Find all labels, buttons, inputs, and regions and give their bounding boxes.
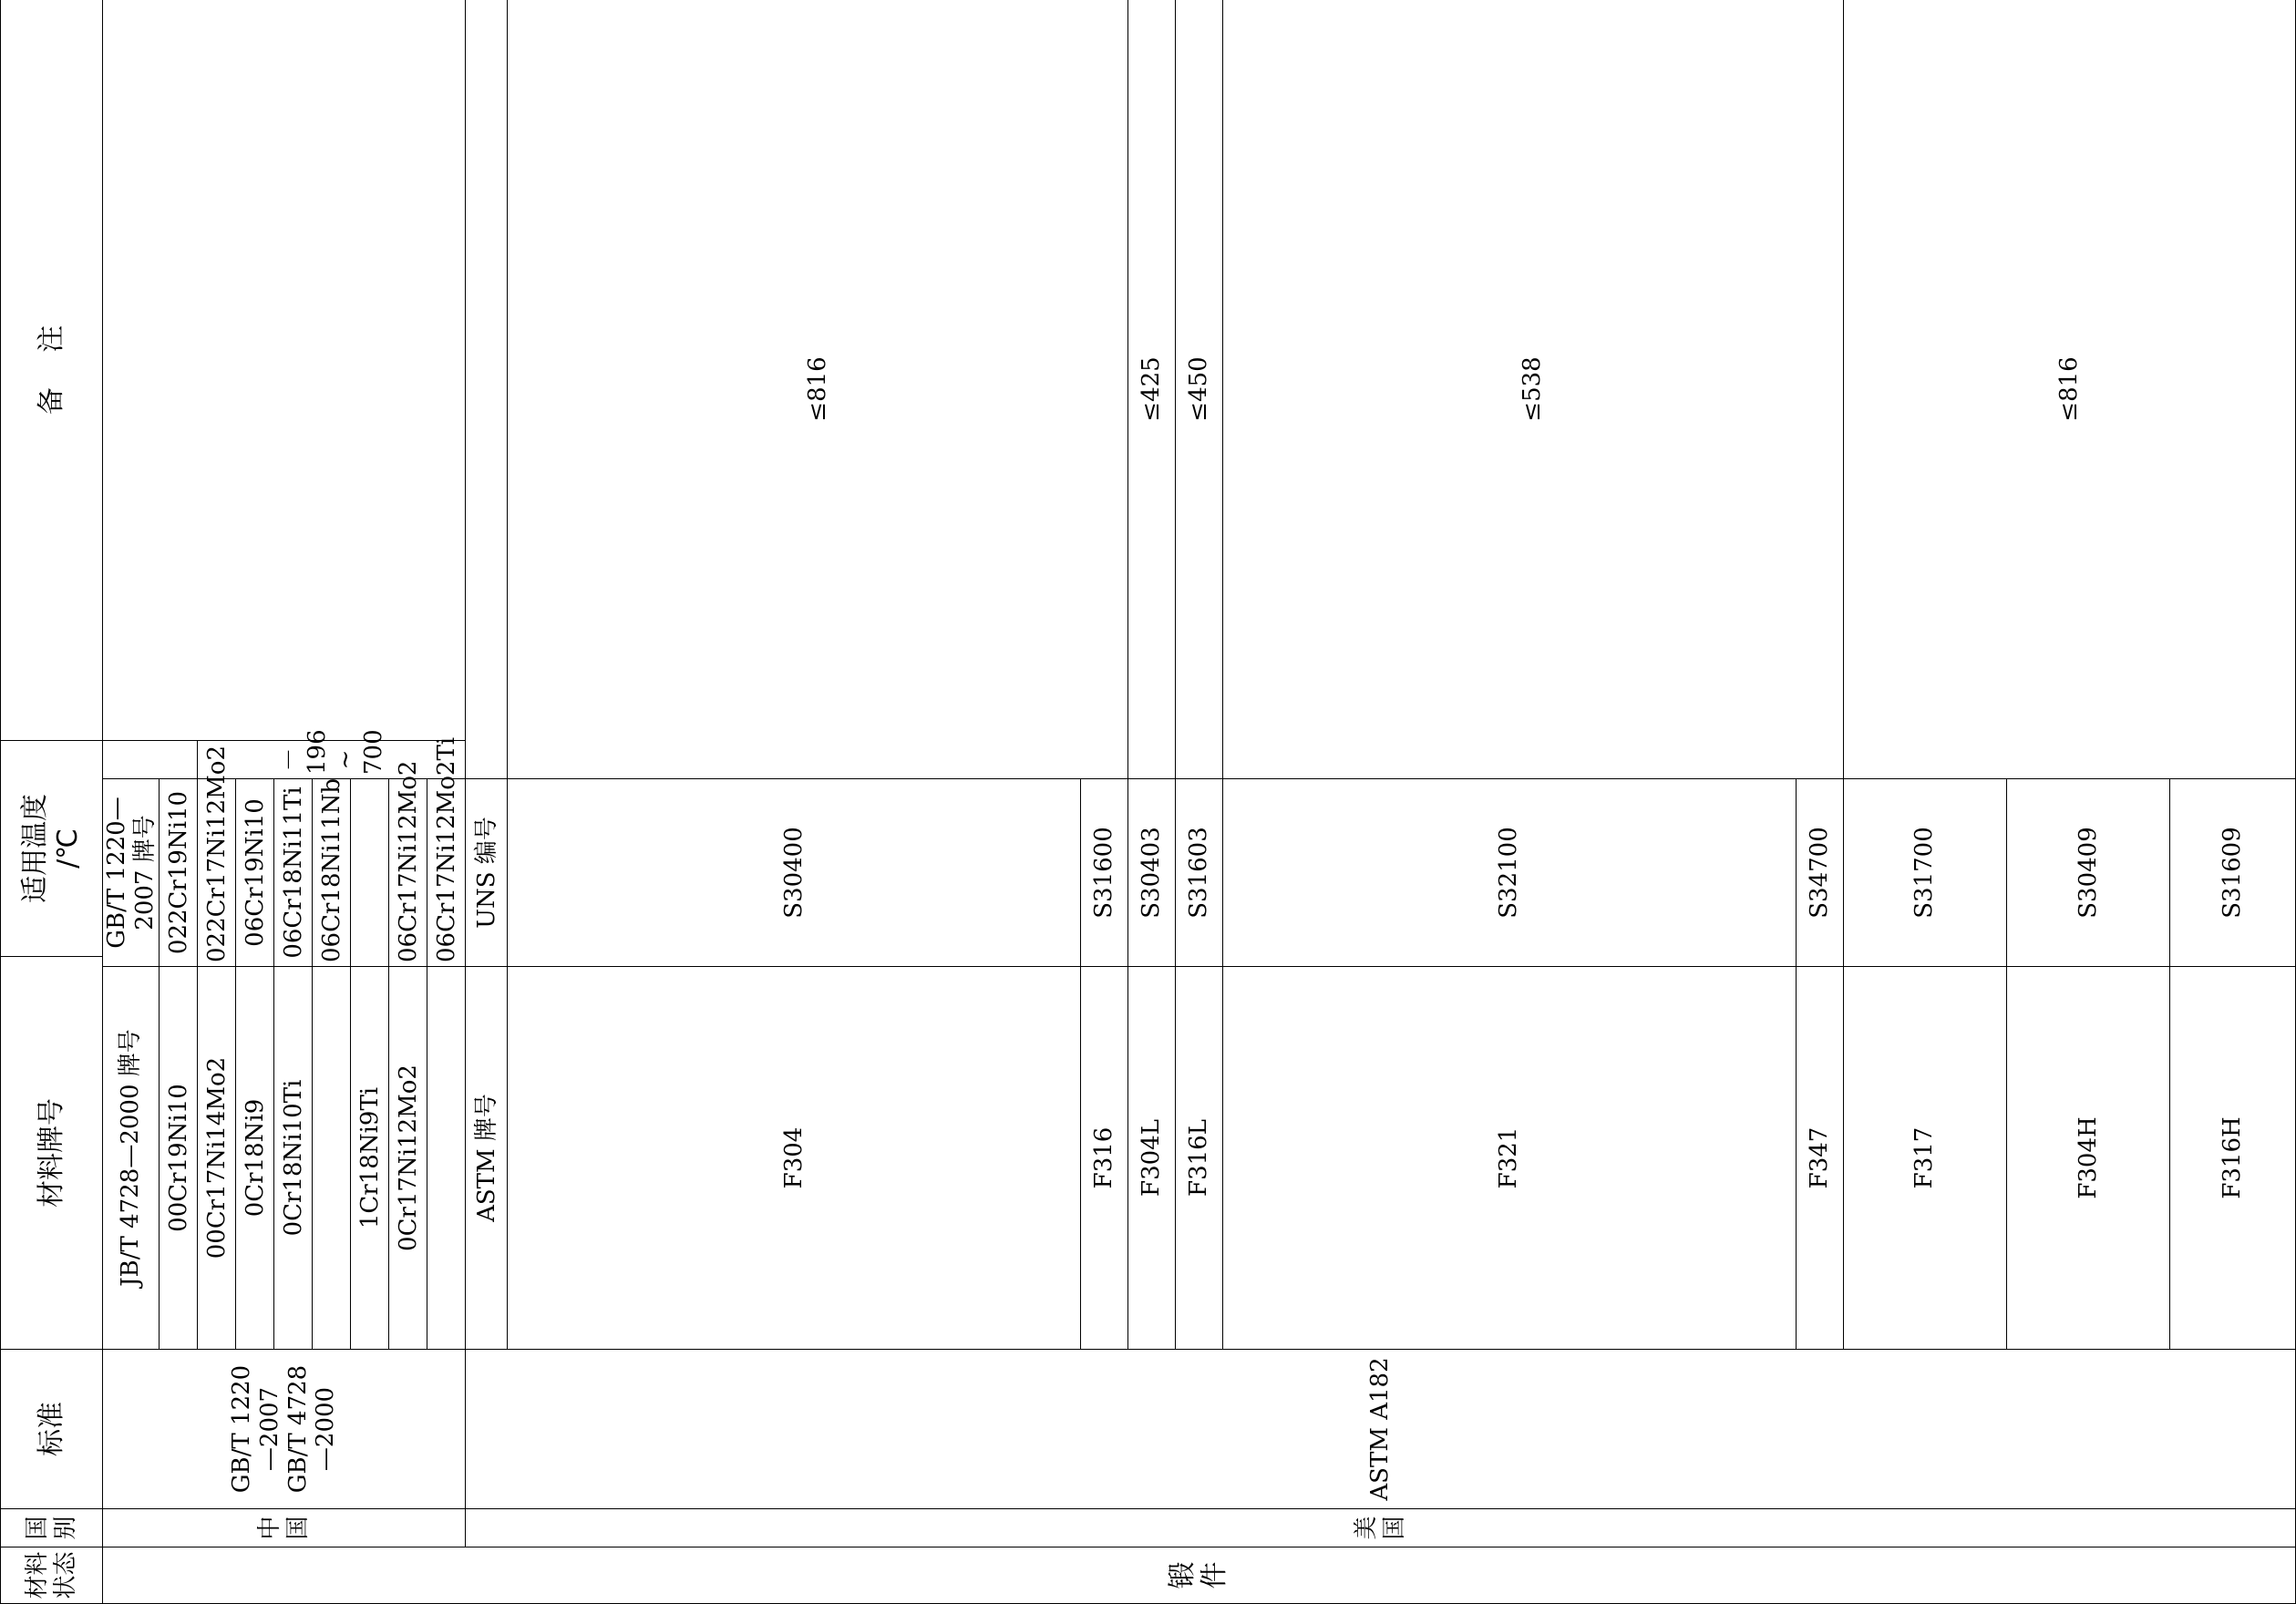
usa-grade-b-1: S31600: [1080, 779, 1127, 967]
usa-grade-a-5: F347: [1796, 967, 1843, 1350]
china-grade-b-1: 022Cr17Ni12Mo2: [198, 779, 236, 967]
usa-temp-538: ≤538: [1222, 0, 1843, 779]
usa-grade-a-2: F304L: [1127, 967, 1175, 1350]
usa-grade-b-2: S30403: [1127, 779, 1175, 967]
china-grade-a-0: 00Cr19Ni10: [160, 967, 198, 1350]
usa-grade-a-3: F316L: [1175, 967, 1222, 1350]
usa-subheader-uns: UNS 编号: [466, 779, 508, 967]
china-grade-b-2: 06Cr19Ni10: [236, 779, 274, 967]
usa-grade-b-5: S34700: [1796, 779, 1843, 967]
usa-temp-816b: ≤816: [1843, 0, 2295, 779]
china-temp-range: －196 ~ 700: [198, 741, 466, 779]
usa-temp-empty: [466, 0, 508, 779]
usa-grade-a-1: F316: [1080, 967, 1127, 1350]
china-grade-a-6: 0Cr17Ni12Mo2: [389, 967, 427, 1350]
usa-temp-450: ≤450: [1175, 0, 1222, 779]
china-grade-a-1: 00Cr17Ni14Mo2: [198, 967, 236, 1350]
usa-grade-a-7: F304H: [2006, 967, 2169, 1350]
usa-grade-a-4: F321: [1222, 967, 1796, 1350]
state-forging: 锻件: [103, 1547, 2296, 1604]
china-grade-b-0: 022Cr19Ni10: [160, 779, 198, 967]
standard-usa: ASTM A182: [466, 1350, 2296, 1509]
country-china: 中国: [103, 1509, 466, 1547]
usa-temp-816a: ≤816: [508, 0, 1128, 779]
china-grade-a-5: 1Cr18Ni9Ti: [351, 967, 389, 1350]
china-grade-b-5: [351, 779, 389, 967]
china-grade-a-4: [313, 967, 351, 1350]
china-remarks-empty: [103, 0, 466, 741]
china-subheader-gbt: GB/T 1220—2007 牌号: [103, 779, 160, 967]
china-grade-a-2: 0Cr18Ni9: [236, 967, 274, 1350]
usa-grade-a-8: F316H: [2169, 967, 2295, 1350]
usa-grade-b-7: S30409: [2006, 779, 2169, 967]
china-grade-a-3: 0Cr18Ni10Ti: [274, 967, 313, 1350]
usa-subheader-astm: ASTM 牌号: [466, 967, 508, 1350]
header-state: 材料 状态: [1, 1547, 103, 1604]
china-grade-b-4: 06Cr18Ni11Nb: [313, 779, 351, 967]
header-country: 国别: [1, 1509, 103, 1547]
country-usa: 美国: [466, 1509, 2296, 1547]
china-subheader-jbt: JB/T 4728—2000 牌号: [103, 967, 160, 1350]
usa-grade-b-8: S31609: [2169, 779, 2295, 967]
header-remarks: 备 注: [1, 0, 103, 741]
header-standard: 标准: [1, 1350, 103, 1509]
china-grade-b-7: 06Cr17Ni12Mo2Ti: [427, 779, 466, 967]
header-temperature: 适用温度 /℃: [1, 741, 103, 957]
usa-grade-b-3: S31603: [1175, 779, 1222, 967]
usa-grade-a-6: F317: [1843, 967, 2006, 1350]
china-temp-empty: [103, 741, 198, 779]
china-grade-b-3: 06Cr18Ni11Ti: [274, 779, 313, 967]
usa-grade-a-0: F304: [508, 967, 1081, 1350]
header-material-grade: 材料牌号: [1, 957, 103, 1350]
usa-grade-b-0: S30400: [508, 779, 1081, 967]
usa-grade-b-6: S31700: [1843, 779, 2006, 967]
usa-grade-b-4: S32100: [1222, 779, 1796, 967]
usa-temp-425: ≤425: [1127, 0, 1175, 779]
china-grade-a-7: [427, 967, 466, 1350]
china-grade-b-6: 06Cr17Ni12Mo2: [389, 779, 427, 967]
standard-china: GB/T 1220 —2007 GB/T 4728 —2000: [103, 1350, 466, 1509]
